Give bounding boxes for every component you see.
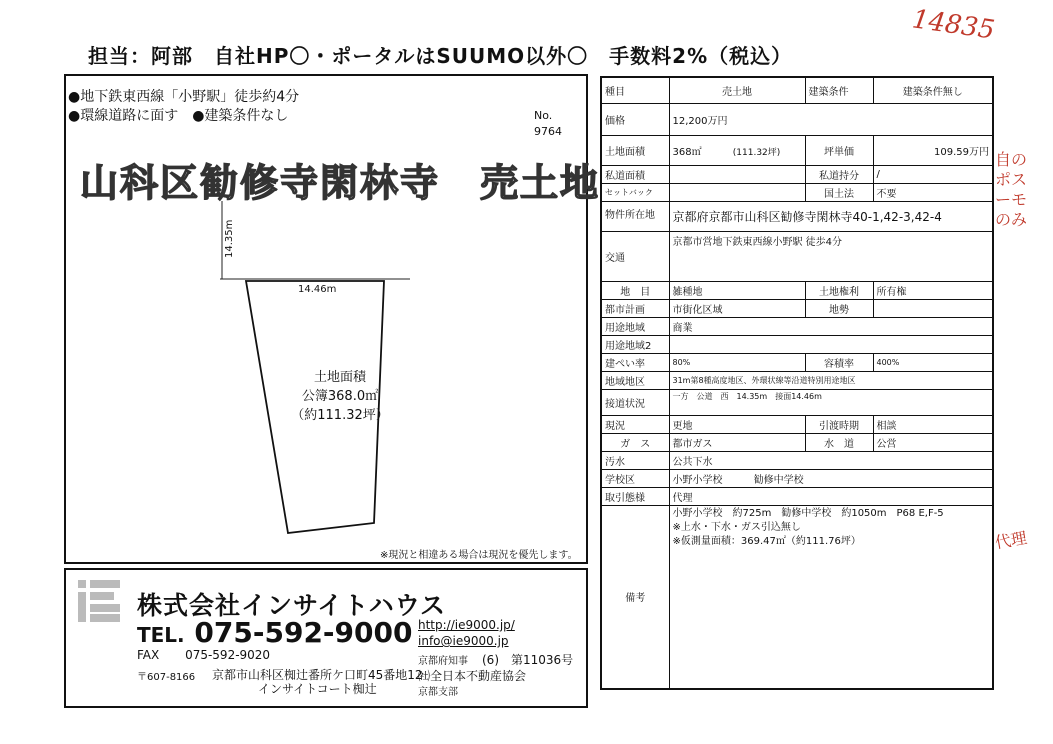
spec-label: 接道状況: [601, 389, 669, 415]
spec-label: 私道持分: [805, 165, 873, 183]
spec-value: [669, 135, 805, 165]
company-name: 株式会社インサイトハウス: [137, 591, 447, 620]
spec-label: 土地面積: [601, 135, 669, 165]
spec-value: 都市ガス: [669, 433, 805, 451]
table-row: [601, 103, 993, 135]
spec-label: 備考: [601, 505, 669, 689]
lot-area-text: [270, 368, 410, 425]
table-row: [601, 77, 993, 103]
feature-bullet: ●地下鉄東西線「小野駅」徒歩約4分: [68, 89, 300, 105]
spec-value: 更地: [669, 415, 805, 433]
spec-value: 公営: [873, 433, 993, 451]
spec-value: 売土地: [669, 77, 805, 103]
postal-code: 〒607-8166: [137, 672, 196, 683]
table-row: [601, 505, 993, 689]
area-sqm: 368㎡: [672, 146, 702, 158]
spec-value: 代理: [669, 487, 993, 505]
company-url-link[interactable]: http://ie9000.jp/: [418, 618, 515, 632]
reference-number: [534, 108, 562, 140]
remark-line: 小野小学校 約725m 勧修中学校 約1050m P68 E,F-5: [672, 507, 944, 519]
handwritten-margin-note: 自のポスーモのみ: [995, 150, 1028, 229]
table-row: [601, 335, 993, 353]
table-row: [601, 415, 993, 433]
table-row: [601, 371, 993, 389]
spec-value: [669, 165, 805, 183]
spec-label: 汚水: [601, 451, 669, 469]
license-number: (6) 第11036号: [482, 653, 574, 667]
spec-label: 現況: [601, 415, 669, 433]
feature-bullet: ●環線道路に面す ●建築条件なし: [68, 108, 289, 124]
company-fax: [137, 648, 270, 662]
school-elementary: 小野小学校: [672, 474, 723, 486]
table-row: [601, 433, 993, 451]
spec-value: 商業: [669, 317, 993, 335]
spec-value: 400%: [873, 353, 993, 371]
property-spec-table: [600, 76, 994, 690]
table-row: [601, 231, 993, 281]
area-tsubo: (111.32坪): [732, 147, 781, 158]
table-row: [601, 299, 993, 317]
table-row: [601, 451, 993, 469]
ref-number: 9764: [534, 125, 562, 138]
table-row: [601, 389, 993, 415]
listing-title: 山科区勧修寺閑林寺 売土地: [80, 161, 601, 205]
handwritten-side-note: 代理: [993, 528, 1029, 553]
spec-value: 公共下水: [669, 451, 993, 469]
feature-bullets: [68, 88, 299, 126]
spec-value: [873, 299, 993, 317]
spec-value: /: [873, 165, 993, 183]
company-email-link[interactable]: info@ie9000.jp: [418, 634, 509, 648]
tel-number[interactable]: 075-592-9000: [194, 616, 413, 649]
area-tsubo: （約111.32坪）: [291, 408, 389, 423]
spec-value: 31m第8種高度地区、外環状線等沿道特別用途地区: [669, 371, 993, 389]
spec-label: 建ぺい率: [601, 353, 669, 371]
spec-label: セットバック: [601, 183, 669, 201]
spec-value: 建築条件無し: [873, 77, 993, 103]
spec-label: 土地権利: [805, 281, 873, 299]
spec-label: 国土法: [805, 183, 873, 201]
license-issuer: 京都府知事: [418, 656, 468, 667]
spec-label: 地勢: [805, 299, 873, 317]
association-branch: 京都支部: [418, 687, 458, 698]
disclaimer-note: ※現況と相違ある場合は現況を優先します。: [380, 550, 578, 561]
table-row: [601, 317, 993, 335]
spec-value: 80%: [669, 353, 805, 371]
spec-label: 建築条件: [805, 77, 873, 103]
remark-line: ※上水・下水・ガス引込無し: [672, 521, 801, 533]
spec-value: 不要: [873, 183, 993, 201]
spec-value: 一方 公道 西 14.35m 接面14.46m: [669, 389, 993, 415]
spec-label: 私道面積: [601, 165, 669, 183]
spec-value: 所有権: [873, 281, 993, 299]
table-row: [601, 183, 993, 201]
spec-label: 地 目: [601, 281, 669, 299]
spec-label: 交通: [601, 231, 669, 281]
spec-value: 京都府京都市山科区勧修寺閑林寺40-1,42-3,42-4: [669, 201, 993, 231]
company-address: 京都市山科区椥辻番所ケ口町45番地12: [212, 668, 423, 682]
table-row: [601, 281, 993, 299]
remark-line: ※仮測量面積：369.47㎡（約111.76坪）: [672, 535, 861, 547]
fax-number: 075-592-9020: [185, 648, 271, 662]
spec-value: 12,200万円: [669, 103, 993, 135]
dimension-vertical-label: 14.35m: [224, 219, 235, 258]
spec-label: 価格: [601, 103, 669, 135]
company-building: インサイトコート椥辻: [258, 682, 377, 696]
spec-label: 地域地区: [601, 371, 669, 389]
area-official: 公簿368.0㎡: [301, 389, 379, 404]
company-phone: [137, 616, 412, 649]
table-row: [601, 201, 993, 231]
spec-label: 学校区: [601, 469, 669, 487]
fax-label: FAX: [137, 648, 160, 662]
spec-label: 物件所在地: [601, 201, 669, 231]
spec-label: 都市計画: [601, 299, 669, 317]
ref-label: No.: [534, 109, 553, 122]
school-junior: 勧修中学校: [753, 474, 804, 486]
remarks-cell: [669, 505, 993, 689]
table-row: [601, 135, 993, 165]
spec-value: [669, 335, 993, 353]
spec-value: 雑種地: [669, 281, 805, 299]
spec-value: 京都市営地下鉄東西線小野駅 徒歩4分: [669, 231, 993, 281]
tel-label: TEL.: [137, 623, 185, 647]
table-row: [601, 469, 993, 487]
area-title: 土地面積: [313, 370, 366, 385]
dimension-horizontal-label: 14.46m: [298, 284, 337, 295]
spec-value: 109.59万円: [873, 135, 993, 165]
spec-label: ガ ス: [601, 433, 669, 451]
spec-value: 市街化区域: [669, 299, 805, 317]
spec-label: 用途地域: [601, 317, 669, 335]
handwritten-doc-number: 14835: [910, 4, 997, 46]
spec-label: 容積率: [805, 353, 873, 371]
spec-label: 坪単価: [805, 135, 873, 165]
table-row: [601, 487, 993, 505]
spec-label: 種目: [601, 77, 669, 103]
spec-label: 用途地域2: [601, 335, 669, 353]
association: ㈳全日本不動産協会: [418, 669, 527, 683]
spec-label: 引渡時期: [805, 415, 873, 433]
spec-value: 相談: [873, 415, 993, 433]
spec-label: 取引態様: [601, 487, 669, 505]
spec-value: [669, 469, 993, 487]
spec-label: 水 道: [805, 433, 873, 451]
table-row: [601, 165, 993, 183]
spec-value: [669, 183, 805, 201]
table-row: [601, 353, 993, 371]
header-text: 担当：阿部 自社HP〇・ポータルはSUUMO以外〇 手数料2%（税込）: [88, 44, 793, 68]
